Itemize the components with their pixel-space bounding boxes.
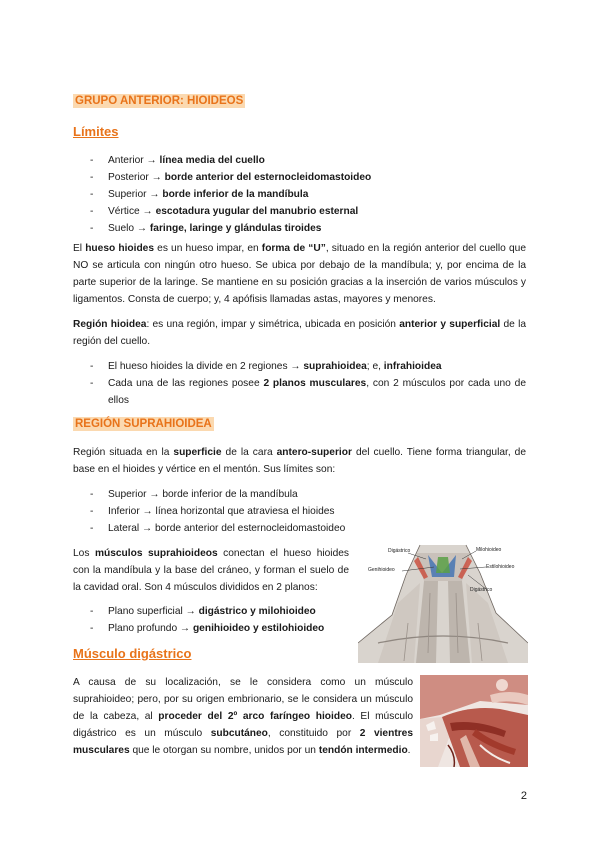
list-item: - Lateral → borde anterior del esternocleidomastoideo <box>90 520 345 537</box>
list-item: - Plano profundo → genihioideo y estilohioideo <box>90 620 324 637</box>
section-heading-anterior-group: GRUPO ANTERIOR: HIOIDEOS <box>75 95 244 107</box>
suprahyoid-paragraph: Región situada en la superficie de la cara antero-superior del cuello. Tiene forma triangular, de base en el hioides y vértice en el mentón. Sus límites son: <box>73 447 527 475</box>
digastric-photo-drawing <box>420 675 528 767</box>
digastric-dissection-photo <box>420 675 528 767</box>
neck-anatomy-drawing <box>358 543 528 663</box>
figure-label: Digástrico <box>470 587 493 593</box>
hyoid-paragraph: El hueso hioides es un hueso impar, en forma de “U”, situado en la región anterior del cuello que NO se articula con ningún otro hueso. Se ubica por debajo de la mandíbula; y, por encima de la parte superior de la laringe. Se mantiene en su posición gracias a la inserción de varios músculos y ligamentos. Consta de cuerpo; y, 4 apófisis llamadas astas, mayores y menores. <box>73 243 526 305</box>
heading-digastric: Músculo digástrico <box>73 646 192 661</box>
hyoid-region-paragraph: Región hioidea: es una región, impar y simétrica, ubicada en posición anterior y superficial de la región del cuello. <box>73 319 527 347</box>
page-number: 2 <box>520 790 527 802</box>
list-item: - Cada una de las regiones posee 2 planos musculares, con 2 músculos por cada uno de ellos <box>90 375 526 409</box>
list-item: - Superior → borde inferior de la mandíbula <box>90 186 371 203</box>
list-item: - Anterior → línea media del cuello <box>90 152 371 169</box>
digastric-paragraph: A causa de su localización, se le considera como un músculo suprahioideo; pero, por su origen embrionario, se le considera un músculo de la cabeza, al proceder del 2º arco faríngeo hioideo. El músculo digástrico es un músculo subcutáneo, constituido por 2 vientres musculares que le otorgan su nombre, unidos por un tendón intermedio. <box>73 677 414 756</box>
limits-list <box>90 152 371 237</box>
list-item: - Plano superficial → digástrico y milohioideo <box>90 603 324 620</box>
suprahyoid-limits-list <box>90 486 345 537</box>
figure-label: Digástrico <box>388 548 411 554</box>
muscles-paragraph: Los músculos suprahioideos conectan el hueso hioides con la mandíbula y la base del cráneo, y forman el suelo de la cavidad oral. Son 4 músculos divididos en 2 planos: <box>73 548 349 593</box>
region-list <box>90 358 526 409</box>
neck-muscles-illustration <box>358 543 528 663</box>
list-item: - El hueso hioides la divide en 2 regiones → suprahioidea; e, infrahioidea <box>90 358 526 375</box>
list-item: - Suelo → faringe, laringe y glándulas tiroides <box>90 220 371 237</box>
list-item: - Superior → borde inferior de la mandíbula <box>90 486 345 503</box>
figure-label: Milohioideo <box>476 547 502 553</box>
list-item: - Posterior → borde anterior del esternocleidomastoideo <box>90 169 371 186</box>
list-item: - Inferior → línea horizontal que atraviesa el hioides <box>90 503 345 520</box>
figure-label: Estilohioideo <box>486 564 515 570</box>
planes-list <box>90 603 324 637</box>
list-item: - Vértice → escotadura yugular del manubrio esternal <box>90 203 371 220</box>
section-heading-suprahyoid: REGIÓN SUPRAHIOIDEA <box>75 418 212 430</box>
figure-label: Genihioideo <box>368 567 395 573</box>
heading-limits: Límites <box>73 124 119 139</box>
